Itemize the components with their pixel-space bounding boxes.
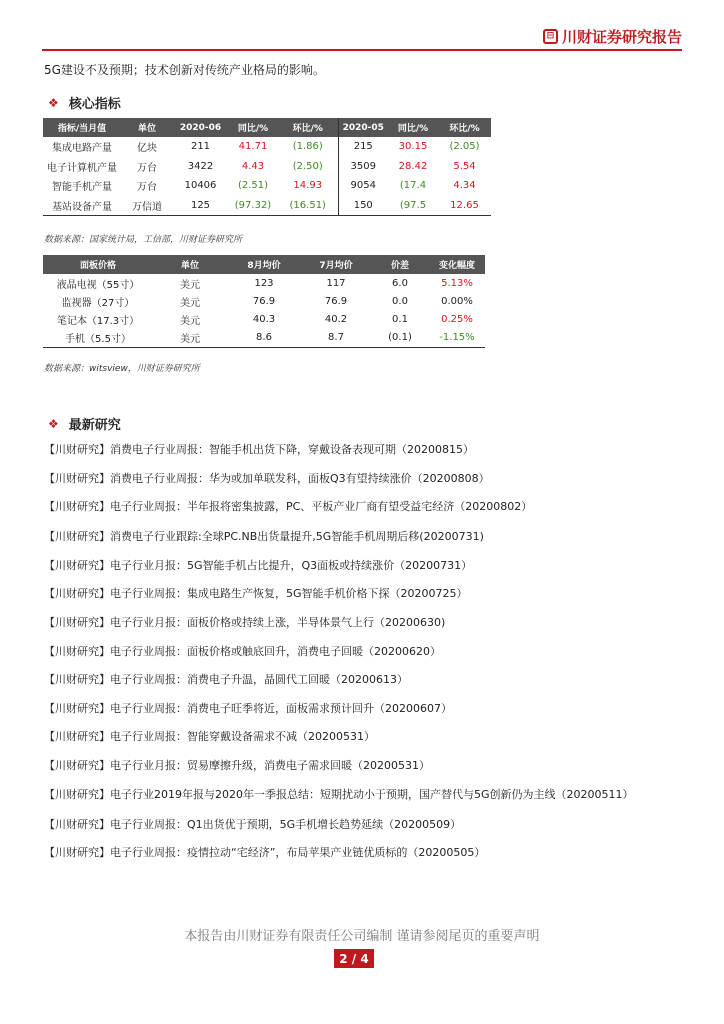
- table-header-cell: 同比/%: [388, 118, 438, 137]
- research-section-heading: [48, 414, 121, 433]
- table-cell: 3422: [187, 160, 214, 172]
- research-report-link[interactable]: 【川财研究】电子行业周报：消费电子升温，晶圆代工回暖（20200613）: [44, 673, 408, 687]
- table-header-cell: 同比/%: [228, 118, 278, 137]
- research-section-title: 最新研究: [68, 418, 121, 433]
- table-header-cell: 价差: [371, 255, 429, 274]
- core-section-heading: [48, 93, 121, 112]
- table-cell: 0.0: [392, 295, 408, 307]
- table-row: [43, 292, 485, 310]
- table-row: [43, 310, 485, 328]
- table-cell: 9054: [350, 180, 376, 192]
- table-cell: 150: [338, 196, 388, 216]
- table-header-cell: 2020-05: [338, 118, 388, 137]
- research-report-link[interactable]: 【川财研究】电子行业月报：贸易摩擦升级，消费电子需求回暖（20200531）: [44, 758, 430, 772]
- table-row: [43, 157, 491, 177]
- table-cell: 美元: [180, 315, 200, 327]
- table-header-cell: 单位: [121, 118, 173, 137]
- table-cell: 4.34: [453, 180, 476, 192]
- table-cell: 76.9: [252, 295, 276, 307]
- table-cell: 亿块: [137, 143, 157, 155]
- table-row: [43, 329, 485, 348]
- table-cell: 液晶电视（55寸）: [56, 279, 140, 291]
- table-cell: 万信道: [121, 196, 173, 216]
- table-cell: 125: [173, 196, 228, 216]
- table-cell: 集成电路产量: [52, 143, 112, 155]
- brand-title: 川财证券研究报告: [561, 27, 682, 46]
- table-cell: 5.54: [453, 160, 476, 172]
- table-row: [43, 274, 485, 292]
- page-number: 2 / 4: [334, 949, 374, 968]
- table-header-cell: 2020-06: [173, 118, 228, 137]
- source-note-2: 数据来源：witsview，川财证券研究所: [44, 364, 200, 374]
- research-report-link[interactable]: 【川财研究】电子行业周报：半年报将密集披露，PC、平板产业厂商有望受益宅经济（20200802）: [44, 500, 533, 514]
- table-cell: (1.86): [278, 137, 338, 157]
- research-report-link[interactable]: 【川财研究】电子行业周报：Q1出货优于预期，5G手机增长趋势延续（20200509）: [44, 817, 462, 831]
- table-cell: 手机（5.5寸）: [43, 329, 153, 348]
- table-cell: 0.00%: [441, 295, 473, 307]
- table-cell: 电子计算机产量: [47, 162, 117, 174]
- header-rule: [42, 49, 682, 51]
- table-header-row: [43, 255, 485, 274]
- research-report-link[interactable]: 【川财研究】电子行业月报：面板价格或持续上涨，半导体景气上行（20200630): [44, 615, 446, 629]
- header-brand: [543, 26, 682, 46]
- table-cell: (2.05): [449, 141, 480, 153]
- research-report-link[interactable]: 【川财研究】电子行业周报：集成电路生产恢复，5G智能手机价格下探（20200725）: [44, 587, 468, 601]
- table-cell: 万台: [137, 182, 157, 194]
- table-header-cell: 8月均价: [227, 255, 301, 274]
- core-section-title: 核心指标: [68, 97, 121, 112]
- table-cell: 0.1: [392, 313, 408, 325]
- table-row: [43, 176, 491, 196]
- table-cell: (17.4: [399, 180, 427, 192]
- research-report-link[interactable]: 【川财研究】电子行业月报：5G智能手机占比提升，Q3面板或持续涨价（20200731）: [44, 558, 473, 572]
- research-report-link[interactable]: 【川财研究】电子行业2019年报与2020年一季报总结：短期扰动小于预期，国产替代与5G创新仍为主线（20200511）: [44, 787, 634, 801]
- research-list: [44, 436, 684, 868]
- table-cell: 智能手机产量: [52, 182, 112, 194]
- table-cell: (0.1): [371, 329, 429, 348]
- table-header-cell: 变化幅度: [429, 255, 485, 274]
- table-cell: 3509: [350, 160, 376, 172]
- research-report-link[interactable]: 【川财研究】消费电子行业跟踪:全球PC.NB出货量提升,5G智能手机周期后移(20200731): [44, 530, 484, 544]
- table-cell: 8.6: [227, 329, 301, 348]
- table-cell: 28.42: [398, 160, 428, 172]
- research-report-link[interactable]: 【川财研究】电子行业周报：疫情拉动“宅经济”，布局苹果产业链优质标的（20200505）: [44, 846, 486, 860]
- research-report-link[interactable]: 【川财研究】消费电子行业周报：智能手机出货下降，穿戴设备表现可期（20200815）: [44, 443, 474, 456]
- table-cell: (97.5: [388, 196, 438, 216]
- research-report-link[interactable]: 【川财研究】电子行业周报：智能穿戴设备需求不减（20200531）: [44, 730, 375, 744]
- table-cell: 笔记本（17.3寸）: [56, 315, 140, 327]
- core-indicators-table: [43, 118, 491, 216]
- table-cell: 12.65: [438, 196, 491, 216]
- table-header-cell: 环比/%: [438, 118, 491, 137]
- table-header-cell: 面板价格: [43, 255, 153, 274]
- footer-disclaimer: 本报告由川财证券有限责任公司编制 谨请参阅尾页的重要声明: [184, 929, 540, 944]
- table-cell: -1.15%: [429, 329, 485, 348]
- table-cell: 0.25%: [441, 313, 473, 325]
- table-row: [43, 137, 491, 157]
- table-cell: 76.9: [324, 295, 348, 307]
- table-cell: 41.71: [238, 141, 268, 153]
- table-cell: 万台: [137, 162, 157, 174]
- research-report-link[interactable]: 【川财研究】电子行业周报：消费电子旺季将近，面板需求预计回升（20200607）: [44, 701, 452, 715]
- table-cell: 美元: [180, 279, 200, 291]
- research-report-link[interactable]: 【川财研究】电子行业周报：面板价格或触底回升，消费电子回暖（20200620）: [44, 644, 441, 658]
- table-header-cell: 7月均价: [301, 255, 371, 274]
- chuancai-logo-icon: ⊟: [543, 29, 558, 44]
- table-cell: 美元: [180, 297, 200, 309]
- table-cell: 8.7: [301, 329, 371, 348]
- table-cell: 监视器（27寸）: [61, 297, 135, 309]
- table-cell: (2.50): [278, 157, 338, 177]
- table-cell: 10406: [184, 180, 217, 192]
- intro-text: 5G建设不及预期；技术创新对传统产业格局的影响。: [44, 63, 325, 77]
- diamond-bullet-icon: ❖: [48, 416, 59, 431]
- table-cell: 14.93: [278, 176, 338, 196]
- table-cell: (2.51): [237, 180, 269, 192]
- table-header-cell: 单位: [153, 255, 227, 274]
- table-cell: 215: [353, 141, 373, 153]
- table-cell: 117: [326, 277, 346, 289]
- table-cell: 6.0: [392, 277, 408, 289]
- table-header-cell: 环比/%: [278, 118, 338, 137]
- table-header-row: [43, 118, 491, 137]
- table-header-cell: 指标/当月值: [43, 118, 121, 137]
- table-cell: 4.43: [241, 160, 265, 172]
- table-cell: 基站设备产量: [43, 196, 121, 216]
- table-cell: (16.51): [278, 196, 338, 216]
- table-cell: 5.13%: [441, 277, 473, 289]
- table-row: [43, 196, 491, 216]
- table-cell: 40.3: [252, 313, 276, 325]
- table-cell: (97.32): [228, 196, 278, 216]
- panel-price-table: [43, 255, 485, 348]
- table-cell: 40.2: [324, 313, 348, 325]
- table-cell: 123: [254, 277, 274, 289]
- research-report-link[interactable]: 【川财研究】消费电子行业周报：华为或加单联发科，面板Q3有望持续涨价（20200808）: [44, 471, 490, 485]
- table-cell: 美元: [153, 329, 227, 348]
- source-note-1: 数据来源：国家统计局，工信部，川财证券研究所: [44, 235, 243, 245]
- diamond-bullet-icon: ❖: [48, 95, 59, 110]
- table-cell: 30.15: [398, 141, 428, 153]
- table-cell: 211: [190, 141, 211, 153]
